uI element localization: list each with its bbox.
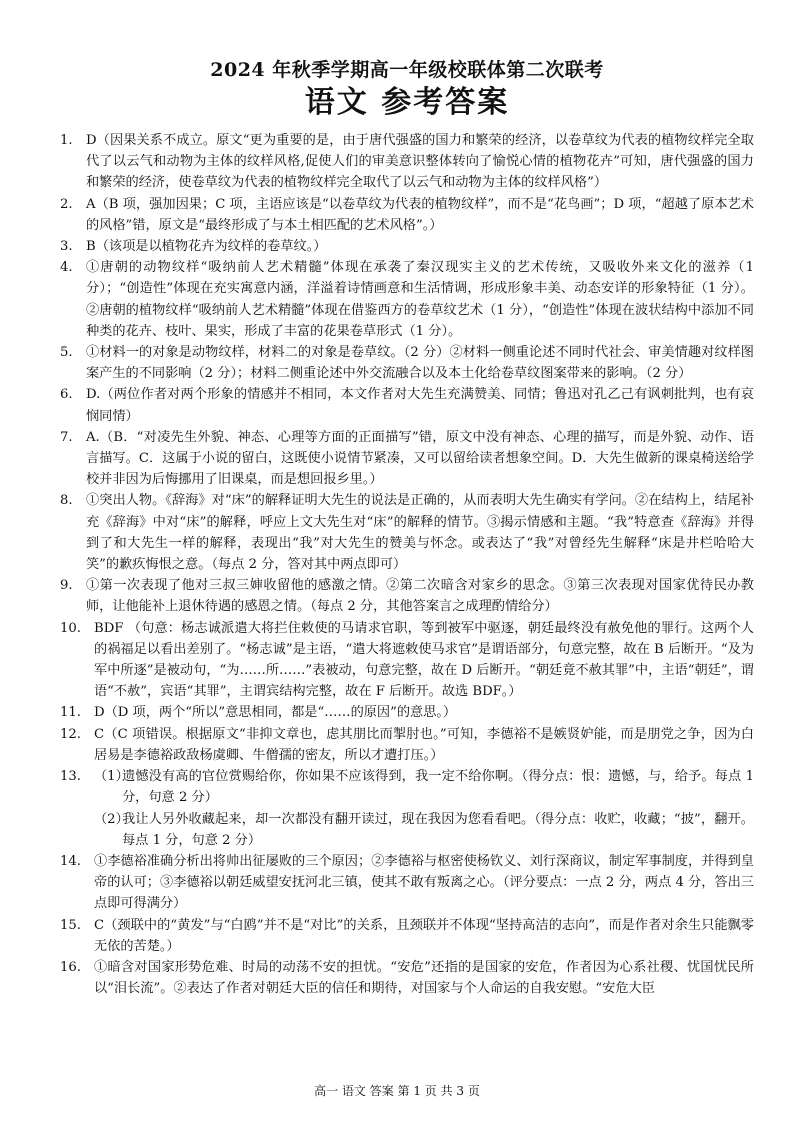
item-number: 3. (60, 239, 73, 255)
answer-item (60, 766, 754, 851)
answer-item (60, 575, 754, 617)
answer-item (60, 490, 754, 575)
item-number: 10. (60, 620, 81, 636)
answer-item (60, 851, 754, 915)
sub-answer (94, 766, 754, 808)
item-number: 1. (60, 133, 73, 148)
sub-answer (94, 809, 754, 851)
answer-item (60, 915, 754, 957)
answer-subtitle: 语文 参考答案 (304, 85, 510, 120)
item-text: ①材料一的对象是动物纹样，材料二的对象是卷草纹。（2 分）②材料一侧重论述不同时代社会、审美情趣对纹样图案产生的不同影响（2 分）；材料二侧重论述中外交流融合以及本土化给卷草纹图案带来的影响。（2 分） (86, 345, 754, 382)
sub-number: （1） (94, 769, 129, 785)
sub-text: 我让人另外收藏起来，却一次都没有翻开读过，现在我因为您看看吧。（得分点：收贮，收藏；“披”，翻开。每点 1 分，句意 2 分） (122, 811, 754, 848)
item-text: ①突出人物。《辞海》对“床”的解释证明大先生的说法是正确的，从而表明大先生确实有学问。②在结构上，结尾补充《辞海》中对“床”的解释，呼应上文大先生对“床”的解释的情节。③揭示情感和主题。“我”特意查《辞海》并得到了和大先生一样的解释，表现出“我”对大先生的赞美与怀念。或表达了“我”对曾经先生解释“床是井栏哈哈大笑”的歉疚悔恨之意。（每点 2 分，答对其中两点即可） (86, 493, 754, 573)
item-number: 9. (60, 578, 73, 594)
item-text: ①李德裕准确分析出将帅出征屡败的三个原因；②李德裕与枢密使杨钦义、刘行深商议，制定军事制度，并得到皇帝的认可；③李德裕以朝廷威望安抚河北三镇，使其不敢有叛离之心。（评分要点：一点 2 分，两点 4 分，答出三点即可得满分） (94, 853, 754, 912)
item-text: ①暗含对国家形势危难、时局的动荡不安的担忧。“安危”还指的是国家的安危，作者因为心系社稷、忧国忧民所以“泪长流”。②表达了作者对朝廷大臣的信任和期待，对国家与个人命运的自我安慰。“安危大臣 (94, 959, 754, 997)
item-number: 11. (60, 705, 81, 721)
item-number: 4. (60, 260, 73, 276)
item-number: 14. (60, 853, 81, 869)
item-text: D.（两位作者对两个形象的情感并不相同，本文作者对大先生充满赞美、同情；鲁迅对孔乙己有讽刺批判，也有哀悯同情） (86, 387, 754, 424)
page-footer: 高一 语文 答案 第 1 页 共 3 页 (314, 1084, 480, 1098)
item-text: A.（B．“对凌先生外貌、神态、心理等方面的正面描写”错，原文中没有神态、心理的描写，而是外貌、动作、语言描写。C．这属于小说的留白，这既使小说情节紧凑，又可以留给读者想象空间。D．大先生做新的课桌椅送给学校并非因为后悔挪用了旧课桌，而是想回报乡里。） (86, 429, 754, 488)
answer-item (60, 957, 754, 999)
exam-title: 2024 年秋季学期高一年级校联体第二次联考 (210, 59, 604, 81)
item-number: 5. (60, 345, 73, 361)
answer-item (60, 427, 754, 491)
item-number: 7. (60, 429, 73, 445)
answer-item (60, 724, 754, 766)
item-text: D（因果关系不成立。原文“更为重要的是，由于唐代强盛的国力和繁荣的经济，以卷草纹为代表的植物纹样完全取代了以云气和动物为主体的纹样风格,促使人们的审美意识整体转向了愉悦心情的植物花卉”可知，唐代强盛的国力和繁荣的经济，使卷草纹为代表的植物纹样完全取代了以云气和动物为主体的纹样风格”） (86, 133, 754, 191)
item-text: A（B 项，强加因果；C 项，主语应该是“以卷草纹为代表的植物纹样”，而不是“花鸟画”；D 项，“超越了原本艺术的风格”错，原文是“最终形成了与本土相匹配的艺术风格”。） (86, 196, 754, 233)
item-number: 2. (60, 196, 73, 212)
answer-item (60, 702, 754, 723)
answer-item (60, 384, 754, 426)
sub-text: 遗憾没有高的官位赏赐给你，你如果不应该得到，我一定不给你啊。（得分点：恨：遗憾，与，给予。每点 1 分，句意 2 分） (122, 769, 754, 806)
answer-item (60, 194, 754, 236)
item-text: C（C 项错误。根据原文“非抑文章也，虑其朋比而掣肘也。”可知，李德裕不是嫉贤妒能，而是朋党之争，因为白居易是李德裕政敌杨虞卿、牛僧孺的密友，所以才遭打压。） (94, 726, 754, 763)
sub-number: （2） (94, 811, 129, 827)
answer-item (60, 130, 754, 194)
item-number: 12. (60, 726, 81, 742)
item-number: 8. (60, 493, 73, 509)
item-text: ①唐朝的动物纹样“吸纳前人艺术精髓”体现在承袭了秦汉现实主义的艺术传统，又吸收外来文化的滋养（1 分）；“创造性”体现在充实寓意内涵，洋溢着诗情画意和生活情调，形成形象丰美、动态安详的形象特征（1 分）。②唐朝的植物纹样“吸纳前人艺术精髓”体现在借鉴西方的卷草纹艺术（1 分），“创造性”体现在波状结构中添加不同种类的花卉、枝叶、果实，形成了丰富的花果卷草形式（1 分）。 (86, 260, 754, 339)
answer-item (60, 236, 754, 257)
item-number: 6. (60, 387, 73, 403)
item-text: ①第一次表现了他对三叔三婶收留他的感激之情。②第二次暗含对家乡的思念。③第三次表现对国家优待民办教师，让他能补上退休待遇的感恩之情。（每点 2 分，其他答案言之成理酌情给分） (86, 578, 754, 615)
answer-item (60, 257, 754, 342)
item-number: 13. (60, 769, 81, 785)
item-text: D（D 项，两个“所以”意思相同，都是“……的原因”的意思。） (94, 705, 457, 721)
item-subanswers (94, 766, 754, 851)
answer-item (60, 618, 754, 703)
item-text: C（颈联中的“黄发”与“白鸥”并不是“对比”的关系，且颈联并不体现“坚持高洁的志向”，而是作者对余生只能飘零无依的苦楚。） (94, 917, 754, 954)
item-number: 15. (60, 917, 81, 933)
answer-item (60, 342, 754, 384)
item-text: B（该项是以植物花卉为纹样的卷草纹。） (86, 239, 327, 255)
item-text: BDF （句意：杨志诚派遣大将拦住敕使的马请求官职，等到被军中驱逐，朝廷最终没有赦免他的罪行。这两个人的祸福足以看出差别了。“杨志诚”是主语，“遣大将遮敕使马求官”是谓语部分，句意完整，故在 B 后断开。“及为军中所逐”是被动句，“为……所……”表被动，句意完整，故在 D 后断开。“朝廷竟不赦其罪”中，主语“朝廷”，谓语“不赦”，宾语“其罪”，主谓宾结构完整，故在 F 后断开。故选 BDF。） (94, 620, 754, 700)
item-number: 16. (60, 959, 81, 975)
answer-list (60, 130, 754, 999)
